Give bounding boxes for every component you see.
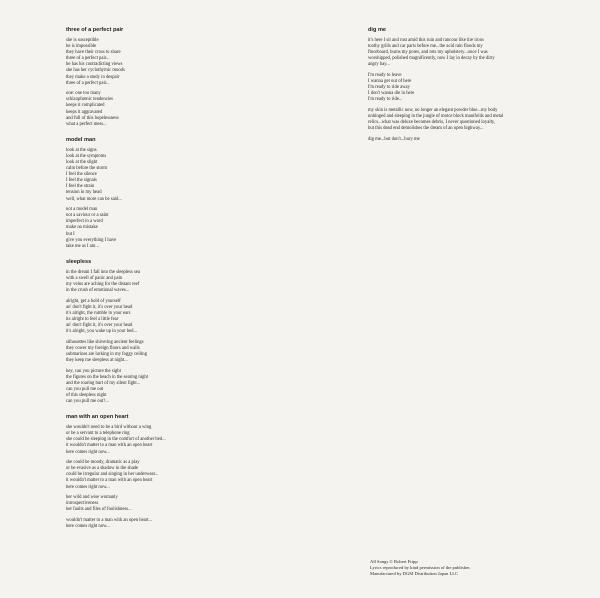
lyric-line: well, what more can be said... <box>66 196 122 202</box>
lyric-line: three of a perfect pair... <box>66 56 110 62</box>
lyric-line: but I <box>66 231 75 237</box>
lyric-line: I'm ready to ride away <box>368 85 410 91</box>
credit-line: Manufactured by DGM Distribution Japan LLC <box>370 571 459 576</box>
lyric-line: it wouldn't matter to a man with an open heart <box>66 478 153 484</box>
lyric-line: calm before the storm <box>66 166 107 172</box>
credit-line: All Songs © Robert Fripp <box>370 559 418 564</box>
lyric-line: she could be moody, dramatic as a play <box>66 460 140 466</box>
song-lyrics <box>66 27 316 128</box>
lyric-line: unhinged and sleeping in the jungle of motor block manifolds and metal <box>368 114 504 120</box>
stanza <box>66 299 316 336</box>
lyric-line: it's here I sit and rust amid this ruin and rancour like tire irons <box>368 38 484 43</box>
credits-footer <box>370 559 471 577</box>
credit-line: Lyrics reproduced by kind permission of the publisher. <box>370 565 471 570</box>
lyric-line: it's alright, the rumble in your ears <box>66 310 131 316</box>
lyric-line: wouldn't matter to a man with an open heart... <box>66 517 153 523</box>
lyric-line: worshipped, polished magnificently, now I lay in decay by the dirty <box>368 56 495 62</box>
song-lyrics <box>66 137 316 250</box>
lyric-line: and full of this hopelessness <box>66 115 119 121</box>
lyric-line: with a swell of panic and pain <box>66 275 123 281</box>
stanza <box>368 73 573 103</box>
lyric-line: not a saviour or a saint <box>66 213 109 219</box>
stanza <box>66 518 316 530</box>
stanza <box>66 148 316 203</box>
lyric-line: what a perfect mess... <box>66 121 107 127</box>
lyric-line: in the dream I fall into the sleepless sea <box>66 269 140 275</box>
lyric-line: imperfect in a word <box>66 219 103 225</box>
lyric-line: they have their cross to share <box>66 50 121 56</box>
stanza <box>66 495 316 513</box>
lyric-line: hey, can you picture the sight <box>66 368 121 374</box>
lyric-line: angry bay... <box>368 62 390 68</box>
lyric-line: of this sleepless night <box>66 393 107 398</box>
lyric-line: they cower my foreign floors and walls <box>66 345 140 351</box>
song-lyrics <box>368 27 573 143</box>
lyric-line: they keep me sleepless at night... <box>66 358 128 364</box>
lyric-line: look at the slight <box>66 160 98 165</box>
song-title: man with an open heart <box>66 414 129 421</box>
lyric-line: one: one too many <box>66 91 101 97</box>
song-lyrics <box>66 414 316 530</box>
stanza <box>66 340 316 364</box>
lyric-line: here comes right now... <box>66 484 110 490</box>
lyric-line: and the roaring hurt of my silent fight... <box>66 380 141 386</box>
stanza <box>368 108 573 132</box>
stanza <box>66 207 316 250</box>
lyric-line: could be irregular and singing in her underwear... <box>66 472 159 478</box>
lyric-line: but this dead end demolishes the dream of an open highway... <box>368 126 484 132</box>
lyric-line: here comes right now... <box>66 524 110 529</box>
lyric-line: I'm ready to leave <box>368 72 402 78</box>
lyric-line: I don't wanna die in here <box>368 91 415 97</box>
lyric-line: the figures on the beach in the searing night <box>66 374 149 380</box>
lyric-line: can you pull me out?... <box>66 399 109 405</box>
song-title: sleepless <box>66 258 92 265</box>
stanza <box>66 270 316 294</box>
lyric-line: here comes right now... <box>66 449 110 455</box>
song-title: dig me <box>368 27 387 33</box>
lyric-line: introspectiveness <box>66 501 99 507</box>
song-title: three of a perfect pair <box>66 27 124 33</box>
lyric-line: make no mistake <box>66 225 98 231</box>
lyric-line: I'm ready to ride... <box>368 97 403 103</box>
lyric-line: can you pull me out <box>66 386 104 392</box>
lyric-line: it's alright, you wake up in your bed... <box>66 329 138 335</box>
lyric-line: three of a perfect pair... <box>66 80 110 86</box>
lyric-line: I wanna get out of here <box>368 79 412 85</box>
lyric-line: look at the symptoms <box>66 153 107 159</box>
lyric-line: toothy grills and car parts before me...the acid rain floods my <box>368 44 483 50</box>
stanza <box>66 460 316 490</box>
stanza <box>66 369 316 406</box>
lyric-line: he has his contradicting views <box>66 62 123 68</box>
lyric-line: I feel the signals <box>66 178 97 184</box>
lyric-line: relics...what was deluxe becomes debris, I never questioned loyalty, <box>368 120 496 126</box>
right-column <box>368 27 573 152</box>
lyric-line: her wild and wise womanly <box>66 495 118 501</box>
lyric-line: schizophrenic tendencies <box>66 97 113 103</box>
lyric-line: keeps it aggravated <box>66 109 103 115</box>
lyric-line: she has her cyclothymic moods <box>66 68 125 74</box>
lyric-line: my skin is metallic now, no longer an elegant powder blue...my body <box>368 107 498 113</box>
lyric-line: I feel the strain <box>66 184 95 190</box>
lyric-line: I feel the silence <box>66 172 97 178</box>
lyric-line: not a model man <box>66 207 98 213</box>
lyric-line: floorboard, burns my pores, and rots my upholstery...once I was <box>368 50 488 56</box>
lyric-line: look at the signs <box>66 147 97 153</box>
lyric-line: dig me...but don't...bury me <box>368 136 420 142</box>
stanza <box>66 38 316 87</box>
lyric-line: keeps it complicated <box>66 103 105 109</box>
song-title: model man <box>66 136 96 143</box>
lyric-line: take me as I am... <box>66 243 99 249</box>
lyric-line: give you everything I have <box>66 237 117 243</box>
lyric-line: or be a servant to a telephone ring <box>66 431 130 437</box>
lyric-line: he is impossible <box>66 44 97 50</box>
stanza <box>368 137 573 143</box>
lyric-line: an' don't fight it, it's over your head <box>66 304 133 310</box>
lyric-line: she could be sleeping in the comfort of another bed... <box>66 437 166 443</box>
stanza <box>66 91 316 128</box>
left-column <box>66 27 316 539</box>
stanza <box>368 38 573 68</box>
lyric-line: alright, get a hold of yourself <box>66 298 121 304</box>
stanza <box>66 425 316 455</box>
lyric-line: my veins are aching for the distant reef <box>66 282 140 287</box>
song-lyrics <box>66 259 316 405</box>
lyric-line: in the crush of emotional waves... <box>66 288 130 294</box>
lyric-line: her faults and files of foolishness... <box>66 507 132 513</box>
lyric-line: or be evasive as a shadow in the shade <box>66 466 139 472</box>
lyric-line: an' don't fight it, it's over your head <box>66 323 133 329</box>
lyric-line: they make a study in despair <box>66 74 120 80</box>
lyric-line: tension in my head <box>66 190 102 196</box>
lyric-line: silhouettes like shivering ancient feelings <box>66 339 144 345</box>
lyric-line: submarines are lurking in my foggy ceiling <box>66 351 147 357</box>
lyric-line: its alright to feel a little fear <box>66 316 119 322</box>
lyric-line: it wouldn't matter to a man with an open heart <box>66 443 153 449</box>
lyric-line: she is susceptible <box>66 38 99 43</box>
lyric-line: she wouldn't need to be a bird without a wing <box>66 425 152 431</box>
